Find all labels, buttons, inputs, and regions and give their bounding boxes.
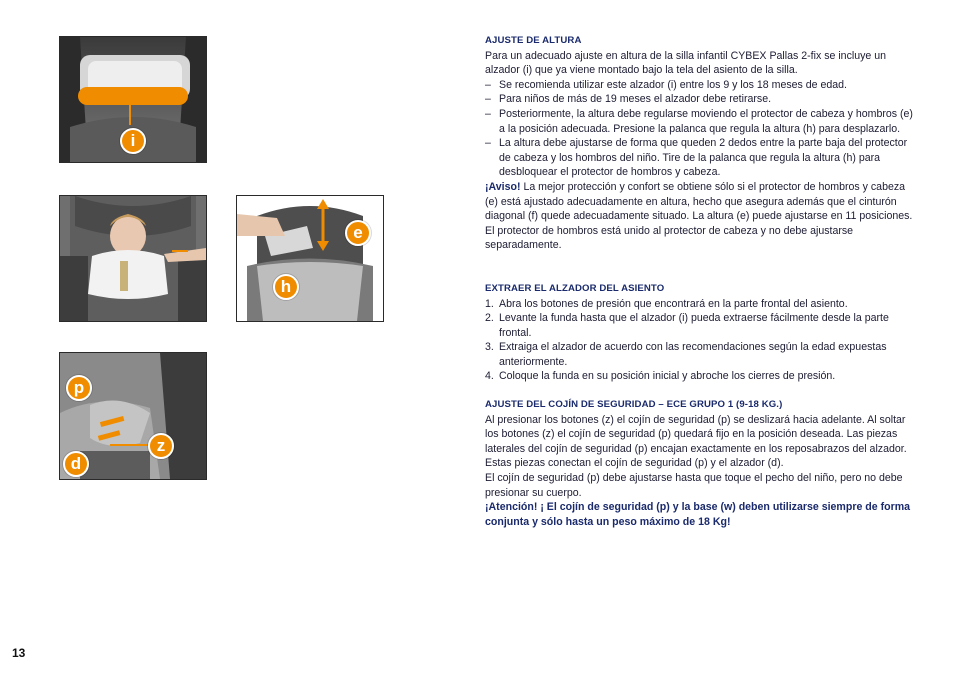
list-item: – Posteriormente, la altura debe regularse moviendo el protector de cabeza y hombros (e) a la posición adecuada. Presione la palanca que regula la altura (h) para desplazarlo. [485,107,913,135]
list-item: 3. Extraiga el alzador de acuerdo con las recomendaciones según la edad expuestas anteriormente. [485,341,887,368]
altura-intro: Para un adecuado ajuste en altura de la silla infantil CYBEX Pallas 2-fix se incluye un alzador (i) que ya viene montado bajo la tela del asiento de la silla. [485,49,887,77]
list-item: 1. Abra los botones de presión que encontrará en la parte frontal del asiento. [485,297,848,310]
list-item: – Para niños de más de 19 meses el alzador debe retirarse. [485,93,772,106]
extraer-steps-list [485,297,917,385]
label-e-badge: e [345,220,371,246]
label-i-badge: i [120,128,146,154]
instructions-column [485,34,917,529]
aviso-text: La mejor protección y confort se obtiene sólo si el protector de hombros y cabeza (e) está ajustado adecuadamente en altura, hecho que asegura además que el cinturón diagonal (f) quede adecuadamente situado. La altura (e) puede ajustarse en 11 posiciones. El protector de hombros está unido al protector de cabeza y no debe ajustarse separadamente. [485,180,913,252]
list-item: 2. Levante la funda hasta que el alzador (i) pueda extraerse fácilmente desde la parte frontal. [485,312,889,339]
list-item: – Se recomienda utilizar este alzador (i) entre los 9 y los 18 meses de edad. [485,78,848,91]
child-in-seat-photo [59,195,207,322]
cojin-paragraph-1: Al presionar los botones (z) el cojín de seguridad (p) se deslizará hacia adelante. Al soltar los botones (z) el cojín de seguridad (p) quedará fijo en la posición deseada. Las piezas laterales del cojín de seguridad (p) encajan exactamente en los reposabrazos del alzador. Estas piezas conectan el cojín de seguridad (p) y el alzador (d). [485,413,907,470]
safety-cushion-photo [59,352,207,480]
booster-photo [59,36,207,163]
label-d-badge: d [63,451,89,477]
page-number: 13 [12,646,26,660]
label-z-badge: z [148,433,174,459]
list-item: – La altura debe ajustarse de forma que queden 2 dedos entre la parte baja del protector de cabeza y los hombros del niño. Tire de la palanca que regula la altura (h) para desbloquear el protector de hombros y cabeza. [485,137,908,179]
headrest-adjust-photo [236,195,384,322]
aviso-label: ¡Aviso! [485,180,521,193]
cojin-paragraph-2: El cojín de seguridad (p) debe ajustarse hasta que toque el pecho del niño, pero no debe presionar su cuerpo. [485,472,903,499]
cojin-heading: AJUSTE DEL COJÍN DE SEGURIDAD – ECE GRUPO 1 (9-18 KG.) [485,399,783,411]
altura-bullet-list [485,78,917,180]
list-item: 4. Coloque la funda en su posición inicial y abroche los cierres de presión. [485,370,836,383]
aviso-paragraph [485,180,917,253]
headrest-illustration [237,196,383,321]
child-in-seat-illustration [60,196,206,321]
altura-heading: AJUSTE DE ALTURA [485,35,582,46]
label-h-badge: h [273,274,299,300]
label-p-badge: p [66,375,92,401]
extraer-heading: EXTRAER EL ALZADOR DEL ASIENTO [485,282,665,294]
cojin-warning: ¡Atención! ¡ El cojín de seguridad (p) y la base (w) deben utilizarse siempre de forma conjunta y sólo hasta un peso máximo de 18 Kg! [485,501,911,528]
